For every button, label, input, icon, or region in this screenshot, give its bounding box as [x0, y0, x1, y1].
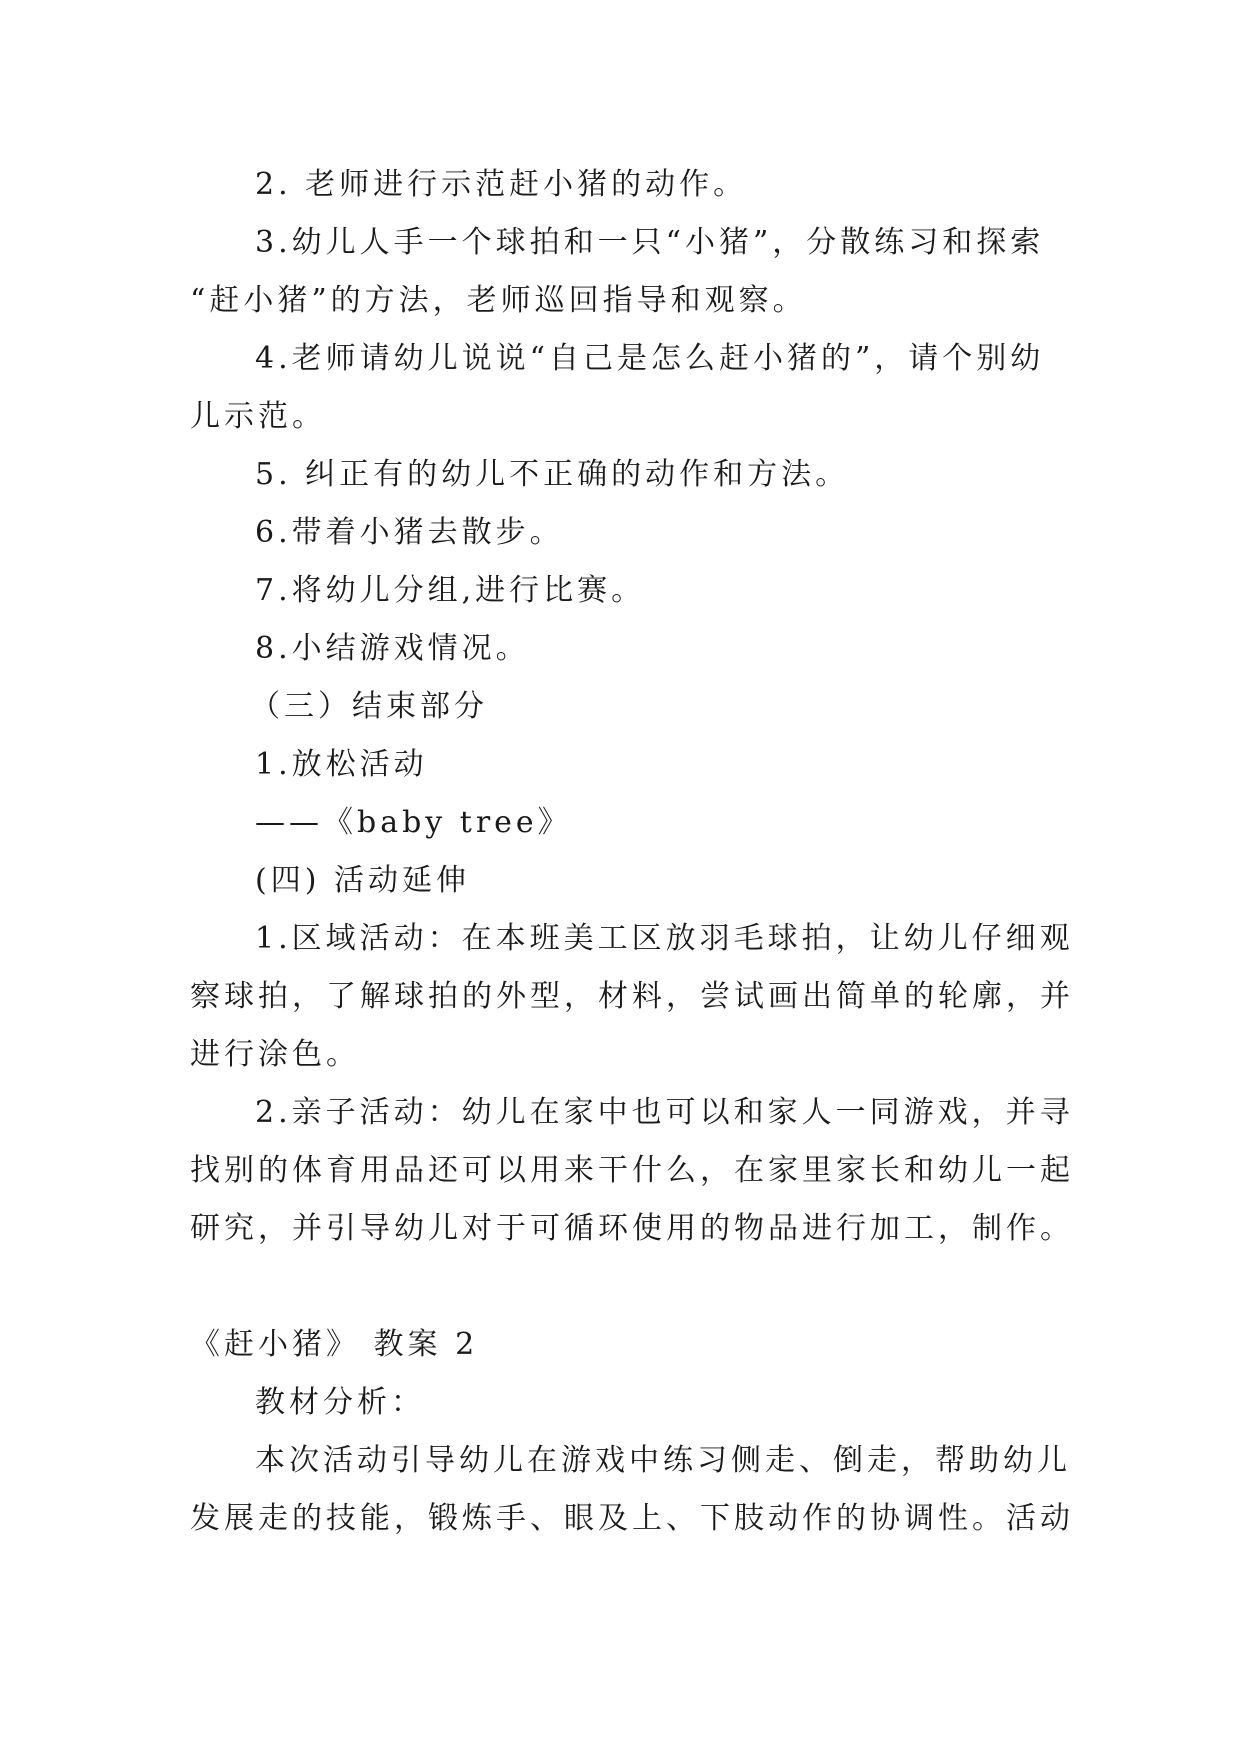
- step-3-line-2: “赶小猪”的方法，老师巡回指导和观察。: [190, 283, 807, 318]
- extension-2-line-2: 找别的体育用品还可以用来干什么，在家里家长和幼儿一起: [190, 1153, 1074, 1188]
- lesson-plan-title: 《赶小猪》 教案 2: [190, 1327, 479, 1362]
- section-heading-extension: (四) 活动延伸: [255, 863, 470, 898]
- step-4-line-2: 儿示范。: [190, 399, 326, 434]
- material-analysis-heading: 教材分析：: [255, 1385, 425, 1420]
- extension-1-line-3: 进行涂色。: [190, 1037, 360, 1072]
- extension-1-line-2: 察球拍，了解球拍的外型，材料，尝试画出简单的轮廓，并: [190, 979, 1074, 1014]
- step-2-demo: 2. 老师进行示范赶小猪的动作。: [255, 167, 748, 202]
- analysis-line-1: 本次活动引导幼儿在游戏中练习侧走、倒走，帮助幼儿: [255, 1443, 1071, 1478]
- extension-1-line-1: 1.区域活动：在本班美工区放羽毛球拍，让幼儿仔细观: [255, 921, 1074, 956]
- step-3-line-1: 3.幼儿人手一个球拍和一只“小猪”，分散练习和探索: [255, 225, 1045, 260]
- step-8: 8.小结游戏情况。: [255, 631, 530, 666]
- section-heading-closing: （三）结束部分: [250, 689, 488, 724]
- closing-song: ——《baby tree》: [255, 805, 572, 840]
- step-4-line-1: 4.老师请幼儿说说“自己是怎么赶小猪的”，请个别幼: [255, 341, 1045, 376]
- extension-2-line-3: 研究，并引导幼儿对于可循环使用的物品进行加工，制作。: [190, 1211, 1074, 1246]
- closing-item-1: 1.放松活动: [255, 747, 428, 782]
- step-5: 5. 纠正有的幼儿不正确的动作和方法。: [255, 457, 850, 492]
- extension-2-line-1: 2.亲子活动：幼儿在家中也可以和家人一同游戏，并寻: [255, 1095, 1074, 1130]
- step-6: 6.带着小猪去散步。: [255, 515, 564, 550]
- step-7: 7.将幼儿分组,进行比赛。: [255, 573, 646, 608]
- analysis-line-2: 发展走的技能，锻炼手、眼及上、下肢动作的协调性。活动: [190, 1501, 1074, 1536]
